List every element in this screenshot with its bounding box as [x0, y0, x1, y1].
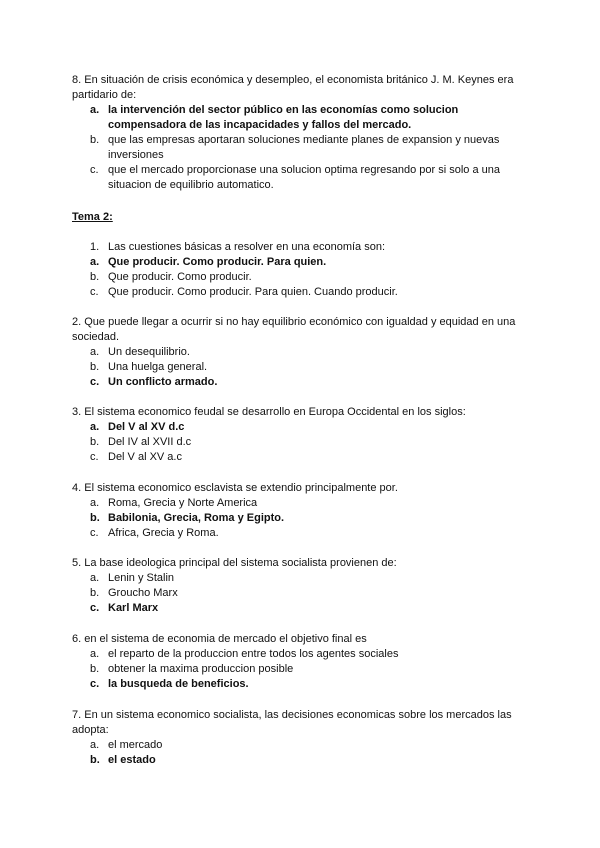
option-a — [72, 738, 532, 753]
option-c — [72, 163, 532, 193]
option-a — [72, 496, 532, 511]
option-text: el mercado — [108, 739, 163, 751]
question-4 — [72, 481, 532, 541]
question-text: 4. El sistema economico esclavista se extendio principalmente por. — [72, 482, 398, 494]
option-label: b. — [90, 754, 100, 766]
option-text: Africa, Grecia y Roma. — [108, 527, 219, 539]
option-label: b. — [90, 512, 100, 524]
option-label: c. — [90, 376, 100, 388]
option-text: Un desequilibrio. — [108, 346, 190, 358]
option-b — [72, 662, 532, 677]
option-b — [72, 435, 532, 450]
option-text: la intervención del sector público en las economías como solucion compensadora de las incapacidades y fallos del mercado. — [108, 104, 459, 131]
option-text: la busqueda de beneficios. — [108, 678, 249, 690]
option-text: Babilonia, Grecia, Roma y Egipto. — [108, 512, 285, 524]
option-label: c. — [90, 527, 99, 539]
option-label: c. — [90, 286, 99, 298]
option-c — [72, 285, 532, 300]
option-label: b. — [90, 587, 100, 599]
option-text: Lenin y Stalin — [108, 572, 175, 584]
option-c — [72, 450, 532, 465]
option-text: Que producir. Como producir. Para quien. Cuando producir. — [108, 286, 398, 298]
question-7 — [72, 708, 532, 768]
option-text: Una huelga general. — [108, 361, 208, 373]
question-text-row — [72, 240, 532, 255]
option-label: a. — [90, 104, 100, 116]
option-label: a. — [90, 572, 100, 584]
option-label: b. — [90, 663, 100, 675]
option-b — [72, 360, 532, 375]
option-text: Del V al XV d.c — [108, 421, 185, 433]
option-label: a. — [90, 256, 100, 268]
option-a — [72, 647, 532, 662]
option-b — [72, 586, 532, 601]
question-text: Las cuestiones básicas a resolver en una economía son: — [108, 241, 385, 253]
options-list — [72, 571, 532, 616]
option-text: el estado — [108, 754, 156, 766]
option-label: a. — [90, 497, 100, 509]
option-b — [72, 511, 532, 526]
option-text: obtener la maxima produccion posible — [108, 663, 294, 675]
section-heading: Tema 2: — [72, 211, 113, 223]
option-a — [72, 345, 532, 360]
option-label: a. — [90, 346, 100, 358]
options-list — [72, 647, 532, 692]
option-c — [72, 601, 532, 616]
options-list — [72, 420, 532, 465]
option-label: c. — [90, 602, 100, 614]
option-text: Groucho Marx — [108, 587, 178, 599]
option-b — [72, 133, 532, 163]
option-text: el reparto de la produccion entre todos los agentes sociales — [108, 648, 399, 660]
question-1 — [72, 240, 532, 300]
option-a — [72, 255, 532, 270]
question-3 — [72, 405, 532, 465]
question-number: 1. — [90, 241, 100, 253]
option-text: Del IV al XVII d.c — [108, 436, 192, 448]
option-b — [72, 270, 532, 285]
question-text: 2. Que puede llegar a ocurrir si no hay equilibrio económico con igualdad y equidad en una sociedad. — [72, 316, 516, 343]
option-b — [72, 753, 532, 768]
option-label: c. — [90, 678, 100, 690]
option-text: Un conflicto armado. — [108, 376, 218, 388]
option-label: a. — [90, 421, 100, 433]
question-text: 5. La base ideologica principal del sistema socialista provienen de: — [72, 557, 397, 569]
options-list — [72, 738, 532, 768]
option-c — [72, 375, 532, 390]
question-5 — [72, 556, 532, 616]
option-label: b. — [90, 134, 100, 146]
option-label: a. — [90, 648, 100, 660]
option-c — [72, 677, 532, 692]
question-text: 3. El sistema economico feudal se desarrollo en Europa Occidental en los siglos: — [72, 406, 466, 418]
options-list — [72, 496, 532, 541]
question-text: 7. En un sistema economico socialista, las decisiones economicas sobre los mercados las adopta: — [72, 709, 512, 736]
question-8 — [72, 73, 532, 193]
option-text: Del V al XV a.c — [108, 451, 182, 463]
question-text: 8. En situación de crisis económica y desempleo, el economista británico J. M. Keynes era partidario de: — [72, 74, 514, 101]
question-text: 6. en el sistema de economia de mercado el objetivo final es — [72, 633, 367, 645]
option-label: b. — [90, 361, 100, 373]
option-label: c. — [90, 164, 99, 176]
option-text: Que producir. Como producir. Para quien. — [108, 256, 327, 268]
option-a — [72, 571, 532, 586]
option-label: b. — [90, 436, 100, 448]
options-list — [72, 240, 532, 300]
options-list — [72, 345, 532, 390]
option-text: que el mercado proporcionase una solucion optima regresando por si solo a una situacion de equilibrio automatico. — [108, 164, 500, 191]
option-c — [72, 526, 532, 541]
option-text: Karl Marx — [108, 602, 159, 614]
question-6 — [72, 632, 532, 692]
option-text: Roma, Grecia y Norte America — [108, 497, 258, 509]
option-label: c. — [90, 451, 99, 463]
question-2 — [72, 315, 532, 390]
option-a — [72, 420, 532, 435]
option-label: b. — [90, 271, 100, 283]
option-a — [72, 103, 532, 133]
options-list — [72, 103, 532, 193]
option-label: a. — [90, 739, 100, 751]
option-text: Que producir. Como producir. — [108, 271, 252, 283]
option-text: que las empresas aportaran soluciones mediante planes de expansion y nuevas inversiones — [108, 134, 500, 161]
